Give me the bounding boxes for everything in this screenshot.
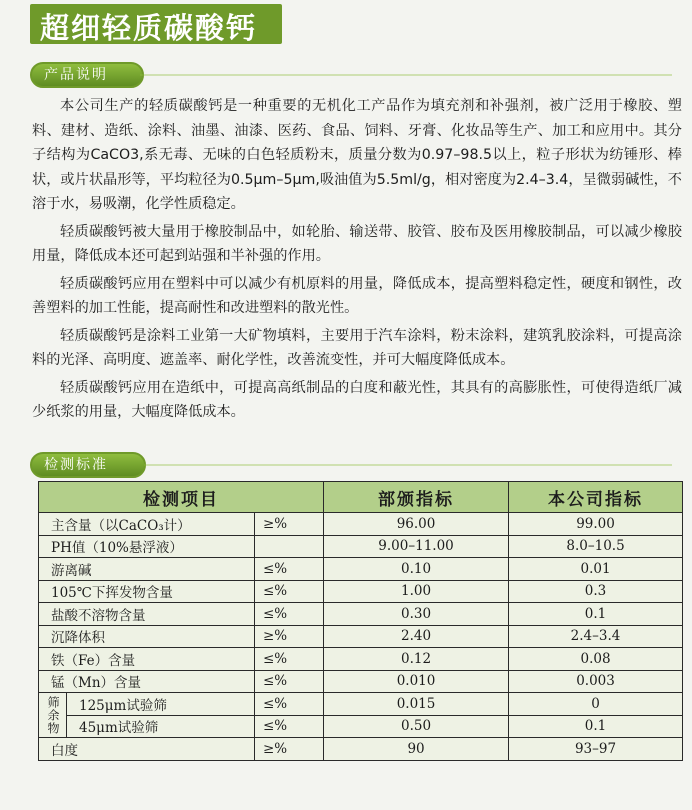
company-value: 0.08 (509, 648, 683, 671)
section-label-test-standard: 检测标准 (30, 452, 146, 478)
item-unit: ≤% (255, 558, 324, 581)
table-header-row (39, 482, 683, 513)
item-unit: ≤% (255, 715, 324, 738)
section-label-product-description: 产品说明 (30, 62, 144, 88)
paragraph-3: 轻质碳酸钙应用在塑料中可以减少有机原料的用量，降低成本，提高塑料稳定性，硬度和钢性，改善塑料的加工性能，提高耐性和改进塑料的散光性。 (32, 275, 682, 316)
item-unit: ≤% (255, 670, 324, 693)
table-row (39, 648, 683, 671)
ministry-value: 0.010 (324, 670, 509, 693)
section-divider (144, 464, 672, 466)
ministry-value: 0.50 (324, 715, 509, 738)
item-unit: ≤% (255, 648, 324, 671)
company-value: 0 (509, 693, 683, 716)
company-value: 0.003 (509, 670, 683, 693)
item-unit (255, 535, 324, 558)
table-row (39, 603, 683, 626)
title-banner (30, 4, 282, 44)
header-ministry-standard: 部颁指标 (324, 482, 509, 513)
company-value: 0.1 (509, 715, 683, 738)
company-value: 93–97 (509, 738, 683, 761)
ministry-value: 96.00 (324, 513, 509, 536)
ministry-value: 0.30 (324, 603, 509, 626)
item-name: PH值（10%悬浮液） (39, 535, 255, 558)
header-test-item: 检测项目 (39, 482, 324, 513)
paragraph-4: 轻质碳酸钙是涂料工业第一大矿物填料，主要用于汽车涂料，粉末涂料，建筑乳胶涂料，可提高涂料的光泽、高明度、遮盖率、耐化学性，改善流变性，并可大幅度降低成本。 (32, 327, 682, 368)
item-name: 主含量（以CaCO₃计） (39, 513, 255, 536)
table-row (39, 693, 683, 716)
ministry-value: 1.00 (324, 580, 509, 603)
page-title: 超细轻质碳酸钙 (40, 11, 258, 45)
header-company-standard: 本公司指标 (509, 482, 683, 513)
item-unit: ≥% (255, 738, 324, 761)
table-row (39, 670, 683, 693)
item-unit: ≥% (255, 625, 324, 648)
company-value: 0.3 (509, 580, 683, 603)
company-value: 2.4–3.4 (509, 625, 683, 648)
company-value: 8.0–10.5 (509, 535, 683, 558)
sieve-group-label: 筛余物 (39, 693, 67, 738)
ministry-value: 0.015 (324, 693, 509, 716)
ministry-value: 2.40 (324, 625, 509, 648)
table-row (39, 535, 683, 558)
item-name: 铁（Fe）含量 (39, 648, 255, 671)
item-unit: ≤% (255, 693, 324, 716)
ministry-value: 0.10 (324, 558, 509, 581)
section-divider (140, 74, 672, 76)
ministry-value: 90 (324, 738, 509, 761)
item-name: 125μm试验筛 (67, 693, 255, 716)
item-unit: ≤% (255, 603, 324, 626)
paragraph-1: 本公司生产的轻质碳酸钙是一种重要的无机化工产品作为填充剂和补强剂，被广泛用于橡胶、塑料、建材、造纸、涂料、油墨、油漆、医药、食品、饲料、牙膏、化妆品等生产、加工和应用中。其分子结构为CaCO3,系无毒、无味的白色轻质粉末，质量分数为0.97–98.5以上，粒子形状为纺锤形、棒状，或片状晶形等，平均粒径为0.5μm–5μm,吸油值为5.5ml/g，相对密度为2.4–3.4，呈微弱碱性，不溶于水，易吸潮，化学性质稳定。 (32, 98, 682, 212)
company-value: 0.01 (509, 558, 683, 581)
item-name: 45μm试验筛 (67, 715, 255, 738)
item-name: 游离碱 (39, 558, 255, 581)
ministry-value: 0.12 (324, 648, 509, 671)
ministry-value: 9.00–11.00 (324, 535, 509, 558)
table-row (39, 580, 683, 603)
company-value: 99.00 (509, 513, 683, 536)
table-row (39, 715, 683, 738)
product-description (32, 94, 682, 428)
item-name: 锰（Mn）含量 (39, 670, 255, 693)
table-row (39, 625, 683, 648)
table-row (39, 558, 683, 581)
item-name: 105℃下挥发物含量 (39, 580, 255, 603)
table-row (39, 513, 683, 536)
paragraph-5: 轻质碳酸钙应用在造纸中，可提高高纸制品的白度和蔽光性，其具有的高膨胀性，可使得造纸厂减少纸浆的用量，大幅度降低成本。 (32, 379, 682, 420)
item-unit: ≥% (255, 513, 324, 536)
company-value: 0.1 (509, 603, 683, 626)
item-unit: ≤% (255, 580, 324, 603)
paragraph-2: 轻质碳酸钙被大量用于橡胶制品中，如轮胎、输送带、胶管、胶布及医用橡胶制品，可以减少橡胶用量，降低成本还可起到站强和半补强的作用。 (32, 223, 682, 264)
item-name: 盐酸不溶物含量 (39, 603, 255, 626)
item-name: 白度 (39, 738, 255, 761)
spec-table (38, 481, 683, 761)
item-name: 沉降体积 (39, 625, 255, 648)
table-row (39, 738, 683, 761)
